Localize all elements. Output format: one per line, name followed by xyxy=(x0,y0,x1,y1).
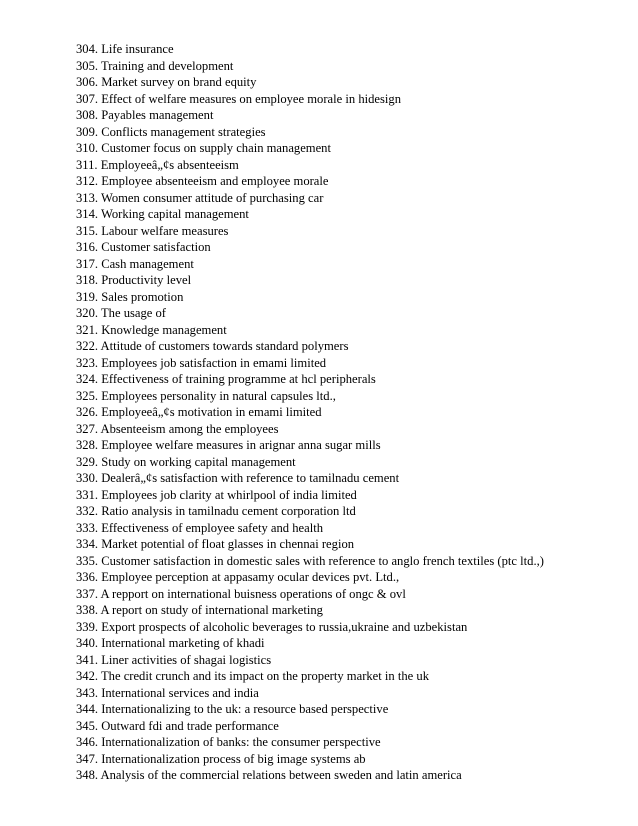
list-item: 313. Women consumer attitude of purchasing car xyxy=(76,190,324,205)
list-item: 340. International marketing of khadi xyxy=(76,636,265,650)
list-item: 347. Internationalization process of big image systems ab xyxy=(76,751,366,766)
list-item: 325. Employees personality in natural capsules ltd., xyxy=(76,388,336,403)
list-item: 304. Life insurance xyxy=(76,42,174,56)
list-item: 334. Market potential of float glasses in chennai region xyxy=(76,537,355,551)
list-item: 324. Effectiveness of training programme at hcl peripherals xyxy=(76,372,376,386)
list-item: 329. Study on working capital management xyxy=(76,454,296,469)
list-item: 348. Analysis of the commercial relations between sweden and latin america xyxy=(76,768,462,782)
list-item: 345. Outward fdi and trade performance xyxy=(76,718,279,733)
list-item: 346. Internationalization of banks: the consumer perspective xyxy=(76,735,381,749)
list-item: 322. Attitude of customers towards standard polymers xyxy=(76,339,349,353)
list-item: 336. Employee perception at appasamy ocular devices pvt. Ltd., xyxy=(76,570,400,584)
list-item: 317. Cash management xyxy=(76,256,194,271)
list-item: 309. Conflicts management strategies xyxy=(76,124,266,139)
list-item: 307. Effect of welfare measures on employee morale in hidesign xyxy=(76,91,401,106)
list-item: 343. International services and india xyxy=(76,685,259,700)
list-item: 327. Absenteeism among the employees xyxy=(76,421,279,436)
list-item: 305. Training and development xyxy=(76,58,234,73)
list-item: 315. Labour welfare measures xyxy=(76,223,229,238)
list-item: 320. The usage of xyxy=(76,306,167,320)
list-item: 306. Market survey on brand equity xyxy=(76,75,257,89)
list-item: 311. Employeeâ„¢s absenteeism xyxy=(76,157,239,172)
list-item: 341. Liner activities of shagai logistics xyxy=(76,652,272,667)
list-item: 316. Customer satisfaction xyxy=(76,240,211,254)
list-item: 338. A report on study of international marketing xyxy=(76,603,323,617)
list-item: 312. Employee absenteeism and employee morale xyxy=(76,174,329,188)
list-item: 333. Effectiveness of employee safety and health xyxy=(76,520,324,535)
list-item: 318. Productivity level xyxy=(76,273,192,287)
list-item: 344. Internationalizing to the uk: a resource based perspective xyxy=(76,702,389,716)
list-item: 310. Customer focus on supply chain management xyxy=(76,141,331,155)
list-item: 335. Customer satisfaction in domestic sales with reference to anglo french textiles (ptc ltd.,) xyxy=(76,553,544,568)
project-topic-list xyxy=(76,41,544,784)
list-item: 323. Employees job satisfaction in emami limited xyxy=(76,355,327,370)
list-item: 308. Payables management xyxy=(76,108,214,122)
list-item: 342. The credit crunch and its impact on the property market in the uk xyxy=(76,669,429,683)
list-item: 330. Dealerâ„¢s satisfaction with reference to tamilnadu cement xyxy=(76,471,400,485)
list-item: 339. Export prospects of alcoholic beverages to russia,ukraine and uzbekistan xyxy=(76,619,468,634)
list-item: 328. Employee welfare measures in arignar anna sugar mills xyxy=(76,438,381,452)
list-item: 321. Knowledge management xyxy=(76,322,227,337)
list-item: 332. Ratio analysis in tamilnadu cement corporation ltd xyxy=(76,504,356,518)
list-item: 331. Employees job clarity at whirlpool of india limited xyxy=(76,487,357,502)
list-item: 337. A repport on international buisness operations of ongc & ovl xyxy=(76,586,406,601)
list-item: 314. Working capital management xyxy=(76,207,249,221)
list-item: 326. Employeeâ„¢s motivation in emami limited xyxy=(76,405,322,419)
list-item: 319. Sales promotion xyxy=(76,289,184,304)
